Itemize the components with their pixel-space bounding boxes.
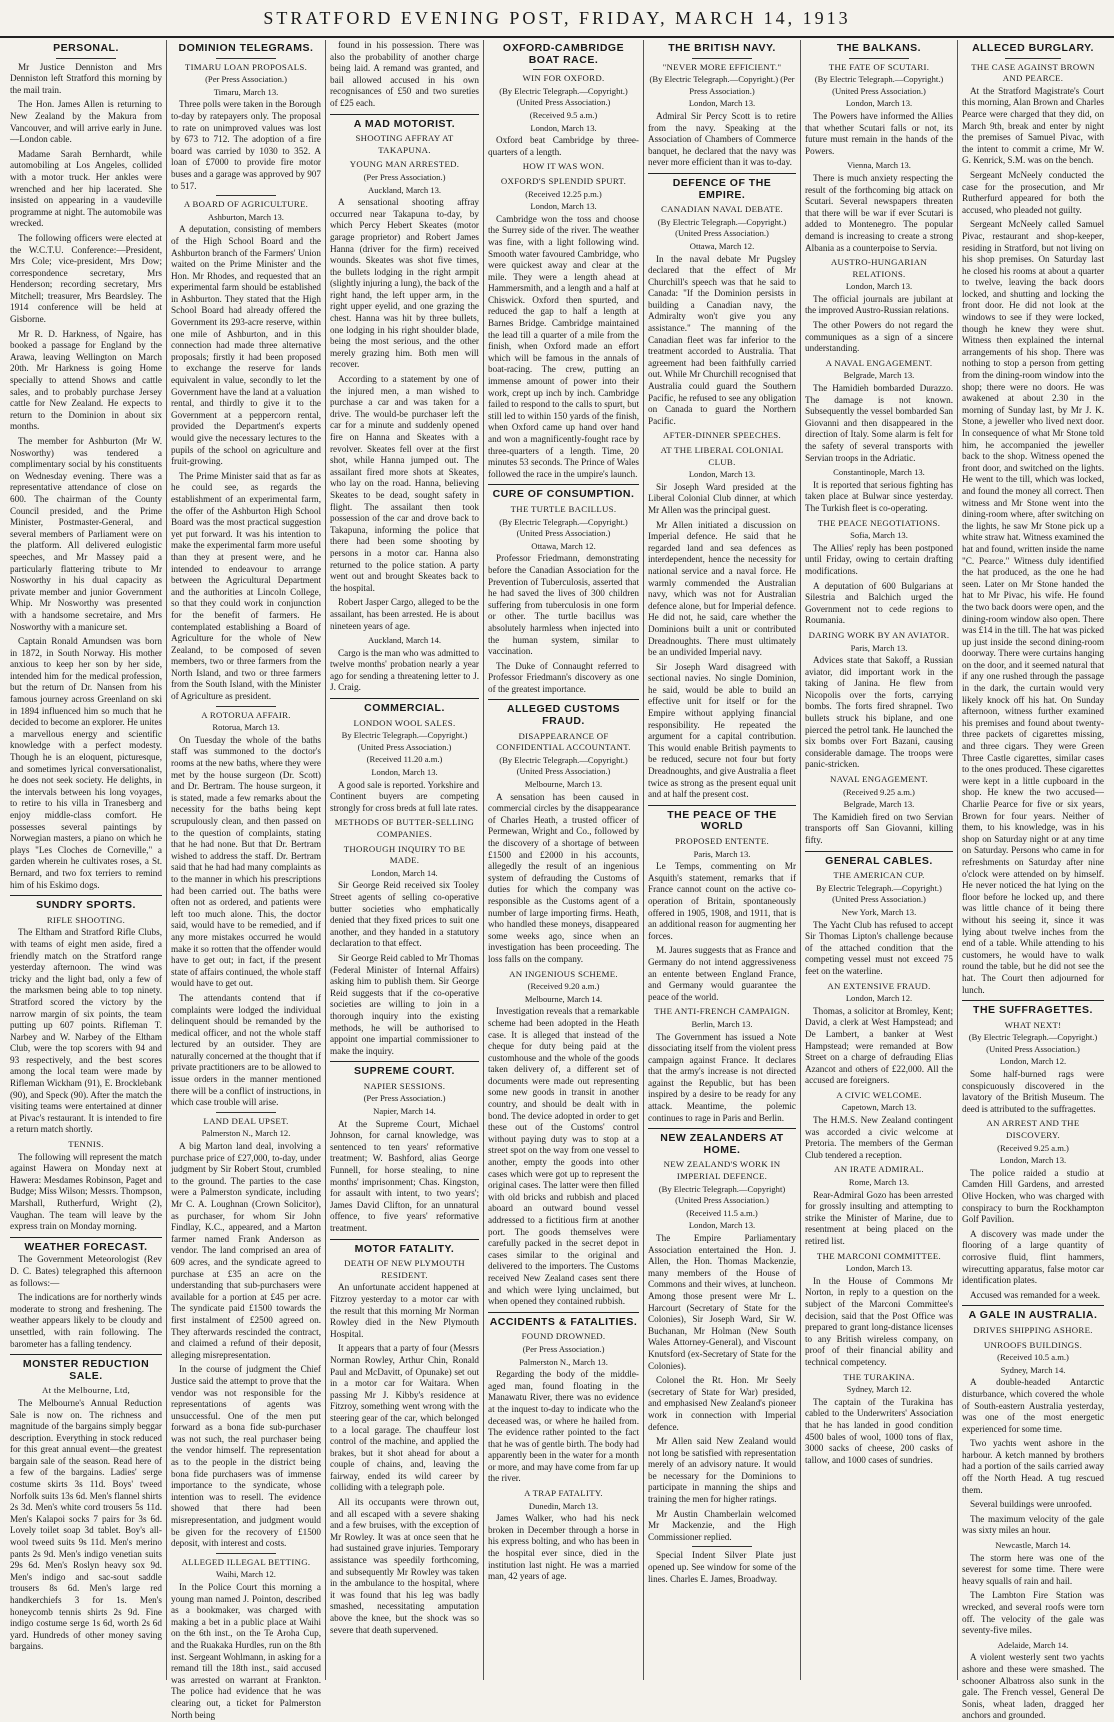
press-credit: (Per Press Association.) xyxy=(522,1343,605,1354)
dateline: Auckland, March 13. xyxy=(367,184,442,195)
article-paragraph: The Yacht Club has refused to accept Sir Thomas Lipton's challenge because of the attached condition that the competing vessel must not exceed 75 feet on the waterline. xyxy=(805,919,953,976)
dateline: London, March 14. xyxy=(371,867,438,878)
article-paragraph: The following officers were elected at the W.C.T.U. Conference:—President, Mrs Cole; vice-president, Mrs Dow; correspondence secretary, Mrs Henderson; recording secretary, Mrs Mitchell; treasurer, Mrs Beardsley. The 1914 conference will be held at Gisborne. xyxy=(10,232,162,325)
article-paragraph: Rear-Admiral Gozo has been arrested for grossly insulting and attempting to strike the Minister of Marine, due to resentment at being placed on the retired list. xyxy=(805,1189,953,1246)
divider xyxy=(488,1312,639,1313)
masthead: STRATFORD EVENING POST, FRIDAY, MARCH 14, 1913 xyxy=(0,0,1114,38)
land-deal-subheading: LAND DEAL UPSET. xyxy=(203,1115,289,1126)
column-7 xyxy=(957,40,1108,1721)
sundry-sports-heading: SUNDRY SPORTS. xyxy=(36,899,136,912)
agriculture-subheading: A BOARD OF AGRICULTURE. xyxy=(183,199,309,210)
spurt-subheading: OXFORD'S SPLENDID SPURT. xyxy=(500,175,627,186)
article-paragraph: Madame Sarah Bernhardt, while automobiling at Los Angeles, collided with a motor truck. Her ankles were wrenched and her hip lacerated. She insisted on appearing in a vaudeville programme at night. The automobile was wrecked. xyxy=(10,148,162,229)
divider xyxy=(10,895,162,896)
dateline: London, March 13. xyxy=(530,201,597,212)
article-paragraph: The Hon. James Allen is returning to New Zealand by the Makura from Vancouver, and will arrive early in June.—London cable. xyxy=(10,99,162,145)
burglary-heading: ALLECED BURGLARY. xyxy=(972,42,1094,54)
dateline: Waihi, March 12. xyxy=(216,1569,276,1580)
dateline: London, March 13. xyxy=(371,767,438,778)
article-paragraph: The indications are for northerly winds moderate to strong and freshening. The weather appears likely to be cloudy and unsettled, with rain following. The barometer has a falling tendency. xyxy=(10,1292,162,1349)
divider xyxy=(216,1112,276,1113)
how-won-subheading: HOW IT WAS WON. xyxy=(522,161,605,172)
column-5 xyxy=(643,40,800,1680)
article-paragraph: The Kamidieh fired on two Servian transports off San Giovanni, killing fifty. xyxy=(805,811,953,845)
peace-heading: THE PEACE OF THE WORLD xyxy=(667,808,777,833)
dateline: Palmerston N., March 12. xyxy=(201,1128,291,1139)
death-subheading: DEATH OF NEW PLYMOUTH RESIDENT. xyxy=(344,1258,465,1280)
arrest-subheading: YOUNG MAN ARRESTED. xyxy=(349,159,460,170)
napier-subheading: NAPIER SESSIONS. xyxy=(363,1080,446,1091)
article-paragraph: James Walker, who had his neck broken in December through a horse in his express bolting, and who has been in the hospital ever since, died in the institution last night. He was a married man, 42 years of age. xyxy=(488,1513,639,1582)
article-paragraph: Thomas, a solicitor at Bromley, Kent; David, a clerk at West Hampstead; and De Lambert, a banker at West Hampstead; were remanded at Bow Street on a charge of defrauding Elias Azancot and others of £22,000. All the accused are foreigners. xyxy=(805,1005,953,1086)
article-paragraph: The Eltham and Stratford Rifle Clubs, with teams of eight men aside, fired a friendly match on the Stratford range yesterday afternoon. The wind was tricky and the light bad, only a few of the marksmen being able to top ninety. Stratford scored the victory by the narrow margin of six points, the team putting up 607 points. Rifleman T. Narbey and W. Narbey of the Eltham Club, were the top scorers with 94 and 93 respectively, and the best scores among the local team were made by Rifleman Wickham (91), E. Brocklebank (90), and Speck (90). After the match the visiting teams were entertained at dinner at Pivac's restaurant. It is intended to fire a return match shortly. xyxy=(10,927,162,1135)
dateline: Paris, March 13. xyxy=(850,642,908,653)
article-paragraph: At the Supreme Court, Michael Johnson, for carnal knowledge, was sentenced to ten years' reformative treatment; W. Bashford, alias George Funnell, for horse stealing, to nine months' imprisonment; Chas. Kingston, for assault with intent, to two years'; James David Clifton, for an unnatural offence, to five years' reformative treatment. xyxy=(330,1118,479,1233)
article-paragraph: A sensational shooting affray occurred near Takapuna to-day, by which Percy Hebert Skeates (motor garage proprietor) and Robert James Hanna (driver for the firm) received wounds. Skeates was shot five times, the bullets lodging in the right armpit (slightly injuring a lung), the back of the right hand, the left upper arm, in the right upper eyelid, and one grazing the chest. Hanna was hit by three bullets, one lodging in his right shoulder blade, being the most serious, and the other merely grazing him. Both men will recover. xyxy=(330,197,480,370)
article-paragraph: Mr Allen initiated a discussion on Imperial defence. He said that he regarded land and sea defences as interdependent, hence the necessity for national service and a naval force. He warmly commended the Australian navy, which was not for Australian defence alone, but for Imperial defence. He did not, he said, care whether the Dominions built a unit or contributed Dreadnoughts. There must ultimately be an undivided Imperial navy. xyxy=(648,519,796,658)
dateline: London, March 13. xyxy=(688,98,756,109)
supreme-court-heading: SUPREME COURT. xyxy=(354,1065,455,1078)
peace-negotiations-subheading: THE PEACE NEGOTIATIONS. xyxy=(817,517,941,528)
article-paragraph: Sergeant McNeely called Samuel Pivac, restaurant and shop-keeper, residing in Stratford, but not living on his shop premises. On Saturday last he closed his rooms at about a quarter to twelve, leaving the back doors locked, and shutting and locking the front door. He did not look at the windows to see if they were locked, though he knew they were shut. Witness then explained the internal arrangements of his shop. There was nothing to stop a person from getting from the dining-room window into the shop; there were no doors. He was awakened at about 2.30 in the morning of Sunday last, by Mr J. K. Stone, a jeweller who lived next door. In consequence of what Mr Stone told him, he accompanied the jeweller back to the shop. Witness opened the front door, and switched on the lights. He went to the till, which was locked, and found the money all correct. Then witness and Mr Stone went into the dining-room where, after switching on the lights, he saw Mr Stone pick up a white straw hat. Witness examined the hat and found, written inside the name "C. Pearce." Witness duly identified the hat produced, as the one he had seen. Later on Mr Stone handed the hat to Mr Pivac, his wife. He found the two back doors were open, and the dining-room window also open. There was £14 in the till. The hat was picked up just inside the second dining-room doorway. There were curtains hanging on the door, and it seemed natural that if any one rushed through the passage in the dark, the curtain would very likely knock off his hat. On Sunday afternoon, witness further examined his premises and found about twenty-three packets of cigarettes missing, and three cigars. They were Green Three Castle cigarettes, similar cases to the ones produced. These cigarettes were kept in a little cupboard in the shop. He knew the two accused—Charlie Pearce for five or six years, Brown for four years. Neither of them, to his knowledge, was in his shop on Saturday night or at any time on Saturday. Persons who came in for refreshments on Saturday after nine o'clock were attended on by himself. He never noticed the hat lying on the floor before he locked up, and there was little chance of it being there without his seeing it, since it was lying about twelve inches from the end of a table. While attending to his customers, he would have to walk round the table, but he did not see the hat. The Court then adjourned for lunch. xyxy=(962,219,1104,995)
dateline: Adelaide, March 14. xyxy=(997,1639,1069,1650)
aviator-subheading: DARING WORK BY AN AVIATOR. xyxy=(808,629,950,640)
naval-engagement-2-subheading: NAVAL ENGAGEMENT. xyxy=(829,774,929,785)
article-paragraph: In the House of Commons Mr Norton, in reply to a question on the subject of the Marconi Committee's decision, said that the Post Office was prepared to grant long-distance licenses to any British wireless company, on proof of their financial ability and technical competency. xyxy=(805,1275,953,1367)
article-paragraph: Advices state that Sakoff, a Russian aviator, did important work in the taking of Janina. He flew from Nicopolis over the forts, carrying bombs. The forts fired shrapnel. Two bullets struck his biplane, and one pierced the petrol tank. He launched the six bombs over Fort Bazani, causing considerable damage. The troops were panic-stricken. xyxy=(805,655,953,770)
weather-forecast-heading: WEATHER FORECAST. xyxy=(24,1240,148,1253)
divider xyxy=(330,1061,479,1062)
gale-heading: A GALE IN AUSTRALIA. xyxy=(968,1309,1098,1322)
dateline: London, March 12. xyxy=(845,993,913,1004)
dateline: Sydney, March 12. xyxy=(846,1384,912,1395)
dateline: Napier, March 14. xyxy=(373,1106,436,1117)
article-paragraph: The H.M.S. New Zealand contingent was accorded a civic welcome at Pretoria. The members of the German Club tendered a reception. xyxy=(805,1115,953,1160)
article-paragraph: The Prime Minister said that as far as he could see, as regards the establishment of an experimental farm, the offer of the Ashburton High School Board was the most practical suggestion yet put forward. It was his intention to make the experimental farm more useful than they at present were, and he intended to endeavour to arrange between the Agricultural Department and the authorities at Lincoln College, so that they could work in conjunction for the benefit of farmers. He contemplated establishing a Board of Agriculture for the whole of New Zealand, to be composed of seven members, two or three farmers from the North Island, and two or three farmers from the South Island, with the Minister of Agriculture as president. xyxy=(171,470,321,702)
article-paragraph: In the Police Court this morning a young man named J. Pointon, described as a bookmaker, was charged with making a bet in a public place at Waihi on the 6th inst., on the Te Aroha Cup, and the Ruakaka Hurdles, run on the 8th inst. Sergeant Wohlmann, in asking for a remand till the 18th inst., said accused was arrested on warrant at Frankton. The police had evidence that he was clearing out, a ticket for Palmerston North being xyxy=(171,1582,321,1720)
dateline: Melbourne, March 14. xyxy=(524,993,603,1004)
dateline: Palmerston N., March 13. xyxy=(519,1356,608,1367)
divider xyxy=(692,1546,751,1547)
article-paragraph: Mr Allen said New Zealand would not long be satisfied with representation merely of an advisory nature. It would be necessary for the Dominions to participate in manning the ships and training the men for higher ratings. xyxy=(648,1436,796,1505)
press-credit: (By Electric Telegraph.—Copyright.) (United Press Association.) xyxy=(499,754,628,777)
article-paragraph: The following will represent the match against Hawera on Monday next at Hawera: Mesdames Robinson, Paget and Budge; Miss Wilson; Messrs. Thompson, Marshall, Rutherfurd, Wright (2), Vaughan. The team will leave by the express train on Monday morning. xyxy=(10,1151,162,1232)
article-paragraph: The Duke of Connaught referred to Professor Friedmann's discovery as one of the greatest importance. xyxy=(488,660,639,694)
column-1 xyxy=(6,40,166,1680)
dateline: London, March 13. xyxy=(530,122,597,133)
received-time: (Received 9.5 a.m.) xyxy=(529,109,598,120)
article-paragraph: An unfortunate accident happened at Fitzroy yesterday to a motor car with the result that this morning Mr Norman Rowley died in the New Plymouth Hospital. xyxy=(330,1282,479,1339)
press-credit: (By Electric Telegraph.—Copyright.) (United Press Association.) xyxy=(814,74,944,96)
scheme-subheading: AN INGENIOUS SCHEME. xyxy=(509,968,618,979)
dateline: New York, March 13. xyxy=(841,906,917,917)
article-paragraph: Three polls were taken in the Borough to-day by ratepayers only. The proposal to rate on unimproved values was lost by 673 to 712. The adoption of a fire board was carried by 1030 to 352. A loan of £7000 to provide fire motor buses and a garage was approved by 907 to 517. xyxy=(171,99,321,191)
divider xyxy=(648,173,796,174)
balkans-heading: THE BALKANS. xyxy=(836,42,922,54)
article-paragraph: All its occupants were thrown out, and all escaped with a severe shaking and a few bruises, with the exception of Mr Rowley. It was at once seen that he had sustained grave injuries. Temporary assistance was speedily forthcoming, and subsequently Mr Rowley was taken in the ambulance to the hospital, where it was found that his leg was badly smashed, necessitating amputation above the knee, but the shock was so severe that death supervened. xyxy=(330,1497,479,1635)
dateline: London, March 12. xyxy=(999,1056,1067,1067)
speeches-subheading: AFTER-DINNER SPEECHES. xyxy=(662,430,782,441)
unroofs-subheading: UNROOFS BUILDINGS. xyxy=(983,1339,1083,1350)
article-paragraph: Two yachts went ashore in the harbour. A ketch manned by brothers had a portion of the sails carried away off the North Head. A tug rescued them. xyxy=(962,1438,1104,1495)
dateline: Auckland, March 14. xyxy=(367,635,442,646)
dateline: London, March 13. xyxy=(688,469,756,480)
divider xyxy=(216,195,276,196)
newspaper-page xyxy=(6,40,1108,1721)
article-paragraph: A sensation has been caused in commercial circles by the disappearance of Charles Heath, a trusted officer of Permewan, Wright and Co., followed by the discovery of a shortage of between £1500 and £2000 in his accounts, allegedly the result of an ingenious system of defrauding the Customs of duties for which the company was responsible as the Customs agent of a number of large importing firms. Heath, who handled these moneys, disappeared some weeks ago, since when an investigation has been proceeding. The loss falls on the company. xyxy=(488,791,639,964)
timaru-subheading: TIMARU LOAN PROPOSALS. xyxy=(184,61,308,72)
butter-subheading: METHODS OF BUTTER-SELLING COMPANIES. xyxy=(334,817,475,839)
article-paragraph: On Tuesday the whole of the baths staff was summoned to the doctor's rooms at the new baths, where they were met by the house surgeon (Dr. Scott) and Dr. Bertram. The house surgeon, it is stated, made a few remarks about the necessity for the baths being kept scrupulously clean, and then passed on to the question of complaints, stating that he had none. But that Dr. Bertram wished to address the staff. Dr. Bertram said that he had had many complaints as to the manner in which his prescriptions had been carried out. The baths were often not as ordered, and patients were left too much alone. This, the doctor said, would have to be remedied, and if any more mistakes occurred he would make it so rotten that the offender would have to get out; in fact, if the present state of affairs continued, the whole staff would have to get out. xyxy=(171,734,322,989)
article-paragraph: Regarding the body of the middle-aged man, found floating in the Manawatu River, there was no evidence at the inquest to-day to indicate who the deceased was, or where he hailed from. The evidence rather pointed to the fact that he was of gentle birth. The body had apparently been in the water for a month or more, and may have come from far up the river. xyxy=(488,1369,639,1484)
press-credit: By Electric Telegraph.—Copyright.) (United Press Association.) xyxy=(341,730,468,752)
article-paragraph: The police raided a studio at Camden Hill Gardens, and arrested Olive Hocken, who was charged with conspiracy to burn the Rockhampton Golf Pavilion. xyxy=(962,1167,1104,1225)
divider xyxy=(10,1354,162,1355)
dateline: Rotorua, March 13. xyxy=(212,722,280,733)
article-paragraph: A double-headed Antarctic disturbance, which covered the whole of South-eastern Australia yesterday, was one of the most energetic experienced for some time. xyxy=(962,1377,1104,1434)
general-cables-heading: GENERAL CABLES. xyxy=(825,854,933,867)
case-subheading: THE CASE AGAINST BROWN AND PEARCE. xyxy=(971,61,1095,84)
article-paragraph: In the naval debate Mr Pugsley declared that the effect of Mr Churchill's speech was that he said to Canada: "If the Dominion persists in building a Canadian navy, the Admiralty won't give you any assistance." The manning of the Canadian fleet was far inferior to the treatment accorded to Australia. That agreement had been faithfully carried out. While Mr Churchill recognised that Australia could guard the Southern Pacific, he refused to see any obligation on Canada to guard the Northern Pacific. xyxy=(648,253,796,426)
scutari-subheading: THE FATE OF SCUTARI. xyxy=(828,61,930,72)
dateline: Melbourne, March 13. xyxy=(524,779,603,790)
article-paragraph: Sir George Reid cabled to Mr Thomas (Federal Minister of Internal Affairs) asking him to publish them. Sir George Reid suggests that if the co-operative societies are willing to join in a thorough inquiry into the existing methods, he will be authorised to appoint one impartial commissioner to make the inquiry. xyxy=(330,952,479,1056)
divider xyxy=(10,1237,162,1238)
dateline: Paris, March 13. xyxy=(693,848,751,859)
bacillus-subheading: THE TURTLE BACILLUS. xyxy=(510,503,617,514)
article-paragraph: Investigation reveals that a remarkable scheme had been adopted in the Heath case. It is alleged that instead of the cheque for duty being paid at the customhouse and the whole of the goods taken delivery of, a different set of documents were made out representing some new goods in transit in another country, and should be dealt with in bond. The device adopted in order to get these out of the Customs' control without paying duty was to stop at a street spot on the way from one vessel to another, empty the goods into other cases which were got up to represent the original cases. The latter were then filled with old bricks and rubbish and placed aboard an outward bound vessel addressed to a fictitious firm at another port. The goods themselves were carefully packed in the secret depot in cases similar to the original and delivered to the importers. The Customs received New Zealand cases sent there and which were lying unclaimed, but when opened they contained rubbish. xyxy=(488,1006,639,1307)
received-time: (Received 9.25 a.m.) xyxy=(843,786,915,797)
marconi-subheading: THE MARCONI COMMITTEE. xyxy=(816,1250,942,1261)
article-paragraph: The maximum velocity of the gale was sixty miles an hour. xyxy=(962,1513,1104,1536)
article-paragraph: The Empire Parliamentary Association entertained the Hon. J. Allen, the Hon. Thomas Mackenzie, many members of the House of Commons and their wives, at luncheon. Among those present were Mr L. Harcourt (Secretary of State for the Colonies), Sir Joseph Ward, Sir W. Buchanan, Mr Holman (New South Wales Attorney-General), and Viscount Knutsford (ex-Secretary of State for the Colonies). xyxy=(648,1233,796,1371)
press-credit: (By Electric Telegraph.—Copyright.) (United Press Association.) xyxy=(499,85,628,108)
article-paragraph: A discovery was made under the flooring of a large quantity of corrosive fluid, flint hammers, wirecutting apparatus, false motor car identification plates. xyxy=(962,1228,1104,1286)
article-paragraph: The captain of the Turakina has cabled to the Underwriters' Association that he has landed in good condition 4500 bales of wool, 1000 tons of flax, 3000 sacks of cheese, 200 casks of tallow, and 1000 cases of sundries. xyxy=(805,1396,953,1465)
article-paragraph: Mr Austin Chamberlain welcomed Mr Mackenzie, and the High Commissioner replied. xyxy=(648,1508,796,1542)
naval-debate-subheading: CANADIAN NAVAL DEBATE. xyxy=(660,204,784,215)
dateline: Ashburton, March 13. xyxy=(208,211,284,222)
dateline: Belgrade, March 13. xyxy=(843,799,915,810)
turakina-subheading: THE TURAKINA. xyxy=(843,1371,915,1382)
entente-subheading: PROPOSED ENTENTE. xyxy=(674,836,770,846)
dateline: Timaru, March 13. xyxy=(213,86,279,97)
liberal-club-subheading: AT THE LIBERAL COLONIAL CLUB. xyxy=(660,445,784,467)
dateline: London, March 13. xyxy=(688,1220,756,1231)
dateline: London, March 13. xyxy=(845,98,913,109)
press-credit: (By Electric Telegraph.—Copyright.) (Per Press Association.) xyxy=(649,74,795,96)
divider xyxy=(216,58,276,59)
rifle-shooting-subheading: RIFLE SHOOTING. xyxy=(46,914,126,925)
article-paragraph: Accused was remanded for a week. xyxy=(970,1289,1101,1300)
commercial-heading: COMMERCIAL. xyxy=(364,702,445,715)
article-paragraph: found in his possession. There was also the probability of another charge being laid. A remand was granted, and bail allowed accused in his own recognisances of £50 and two sureties of £25 each. xyxy=(330,40,479,108)
dateline: Belgrade, March 13. xyxy=(843,370,915,381)
admiral-subheading: AN IRATE ADMIRAL. xyxy=(834,1164,924,1175)
civic-welcome-subheading: A CIVIC WELCOME. xyxy=(836,1089,922,1100)
article-paragraph: According to a statement by one of the injured men, a man wished to purchase a car and was taken for a drive. The would-be purchaser left the car for a minute and suddenly opened fire on Hanna and Skeates with a revolver. Skeates fell over at the first shot, while Hanna jumped out. The assailant fired more shots at Skeates, who lay on the road. Hanna, believing Skeates to be dead, sought safety in flight. The assailant then took possession of the car and drove back to Takapuna, informing the police that there had been some shooting by persons in a motor car. Hanna also returned to the police station. A party went out and brought Skeates back to the hospital. xyxy=(330,374,479,593)
nz-at-home-heading: NEW ZEALANDERS AT HOME. xyxy=(660,1132,784,1156)
divider xyxy=(962,1305,1104,1306)
dateline: Capetown, March 13. xyxy=(841,1102,917,1113)
article-paragraph: Captain Ronald Amundsen was born in 1872, in South Norway. His mother anxious to keep her son by her side, intended him for the medical profession, but the return of Dr. Nansen from his famous journey across Greenland on ski in 1894 influenced him so much that he decided to become an explorer. He unites a marvellous energy and scientific knowledge with a perfect modesty. Though he is an eloquent, picturesque, and sometimes lyrical conversationalist, he does not seek society. He delights, in the intervals between his long voyages, to retire to his villa in Tranesberg and enjoy middle-class comfort. He possesses several paintings by Norwegian masters, a piano on which he plays "Les Cloches de Corneville," a garden wherein he cultivates roses, a St. Bernard, and two fox terriers to remind him of his Eskimo dogs. xyxy=(10,636,162,890)
article-paragraph: The official journals are jubilant at the improved Austro-Russian relations. xyxy=(805,293,953,316)
dateline: Berlin, March 13. xyxy=(691,1018,753,1029)
received-time: (Received 9.25 a.m.) xyxy=(997,1142,1069,1153)
imperial-defence-subheading: NEW ZEALAND'S WORK IN IMPERIAL DEFENCE. xyxy=(663,1159,781,1182)
article-paragraph: The Lambton Fire Station was wrecked, and several roofs were torn off. The velocity of the gale was seventy-five miles. xyxy=(962,1590,1104,1636)
divider xyxy=(962,1000,1104,1001)
article-paragraph: Colonel the Rt. Hon. Mr Seely (secretary of State for War) presided, and emphasised New Zealand's pioneer work in connection with Imperial defence. xyxy=(648,1375,796,1432)
article-paragraph: The Government Meteorologist (Rev D. C. Bates) telegraphed this afternoon as follows:— xyxy=(10,1254,162,1288)
divider xyxy=(216,1553,276,1554)
divider xyxy=(692,58,751,59)
article-paragraph: Robert Jasper Cargo, alleged to be the assailant, has been arrested. He is about nineteen years of age. xyxy=(330,597,479,631)
column-4 xyxy=(483,40,643,1680)
article-paragraph: A deputation of 600 Bulgarians at Silestria and Balchich urged the Government not to cede regions to Roumania. xyxy=(805,580,953,626)
press-credit: By Electric Telegraph.—Copyright.) (United Press Association.) xyxy=(816,882,942,905)
divider xyxy=(488,484,639,485)
article-paragraph: Le Temps, commenting on Mr Asquith's statement, remarks that if France cannot count on the active co-operation of Britain, spontaneously offered in 1905, 1908, and 1911, that is an additional reason for augmenting her forces. xyxy=(648,861,796,941)
defence-heading: DEFENCE OF THE EMPIRE. xyxy=(672,176,772,201)
received-time: (Received 10.5 a.m.) xyxy=(997,1352,1069,1363)
article-paragraph: Professor Friedmann, demonstrating before the Canadian Association for the Prevention of Tuberculosis, asserted that he had saved the lives of 300 children suffering from tuberculosis in one form or other. The turtle bacillus was absolutely harmless when injected into the human system, similar to vaccination. xyxy=(488,553,639,657)
divider xyxy=(648,1128,796,1129)
dominion-telegrams-heading: DOMINION TELEGRAMS. xyxy=(178,42,314,54)
fraud-subheading: AN EXTENSIVE FRAUD. xyxy=(827,980,931,991)
divider xyxy=(488,699,639,700)
dateline: Sydney, March 14. xyxy=(1000,1364,1066,1375)
article-paragraph: Sir George Reid received six Tooley Street agents of selling co-operative butter societies who emphatically denied that they fixed prices to suit one another, and they handed in a statutory declaration to that effect. xyxy=(330,880,479,949)
british-navy-heading: THE BRITISH NAVY. xyxy=(668,42,776,54)
dateline: Sofia, March 13. xyxy=(850,530,908,541)
dateline: London, March 13. xyxy=(845,1263,913,1274)
dateline: London, March 13. xyxy=(845,281,913,292)
divider xyxy=(216,706,276,707)
betting-subheading: ALLEGED ILLEGAL BETTING. xyxy=(181,1556,311,1567)
article-paragraph: Oxford beat Cambridge by three-quarters of a length. xyxy=(488,135,639,157)
advertisement: Special Indent Silver Plate just opened up. See window for some of the lines. Charles E. James, Broadway. xyxy=(648,1550,796,1584)
article-paragraph: Several buildings were unroofed. xyxy=(970,1499,1092,1510)
article-paragraph: M. Jaures suggests that as France and Germany do not intend aggressiveness an entente between England France, and Germany would guarantee the peace of the world. xyxy=(648,945,796,1002)
article-paragraph: Sir Joseph Ward disagreed with sectional navies. No single Dominion, he said, would be able to build an effective unit for itself or for the Empire without applying financial responsibility. He repeated the argument for a capital contribution. This would enable British payments to be reduced, secure not four but forty Dreadnoughts, and give Australia a fleet twice as strong as the present equal unit and at half the present cost. xyxy=(648,661,796,800)
tennis-subheading: TENNIS. xyxy=(68,1139,104,1150)
divider xyxy=(849,58,908,59)
article-paragraph: A big Marton land deal, involving a purchase price of £27,000, to-day, under judgment by Sir Robert Stout, crumbled to the ground. The parties to the case were a Palmerston syndicate, including Mr C. A. Loughnan (Crown Solicitor), as purchaser, for whom Sir John Findlay, K.C., appeared, and a Marton farmer named Frank Anderson as vendor. The land comprised an area of 609 acres, and the syndicate agreed to purchase at £35 an acre on the understanding that sub-purchasers were available for a portion at £45 per acre. The syndicate paid £1500 towards the first instalment of £2500 agreed on. They afterwards rescinded the contract, and claimed a refund of their deposit, alleging misrepresentation. xyxy=(171,1141,321,1360)
drowned-subheading: FOUND DROWNED. xyxy=(521,1331,606,1342)
received-time: (Received 9.20 a.m.) xyxy=(527,981,600,992)
dateline: Vienna, March 13. xyxy=(847,160,911,171)
article-paragraph: The Melbourne's Annual Reduction Sale is now on. The richness and magnitude of the bargains simply beggar description. Everything in stock reduced for this great annual event—the greatest bargain sale of the season. Read here of a few of the bargains. Ladies' serge costume skirts 3s 11d. Boys' tweed Norfolk suits 13s 6d. Men's flannel shirts 2s 3d. Men's white cord trousers 5s 11d. Men's Kalapoi socks 7 pairs for 3s 6d. Lovely toilet soap 3d tablet. Boy's all-wool tweed suits 9s 11d. Men's merino pants 2s 9d. Men's indigo venetian suits 29s 6d. Men's Roslyn heavy sox 9d. Men's indigo and sac-sout saddle trousers 8s 6d. Men's large red handkerchiefs 3 for 1s. Men's honeycomb tennis shirts 2s 9d. Fine indigo costume serge 1s 6d, worth 2s 6d yard. Hundreds of other money saving bargains. xyxy=(10,1397,162,1652)
trap-subheading: A TRAP FATALITY. xyxy=(524,1488,603,1499)
press-credit: (By Electric Telegraph.—Copyright.) (United Press Association.) xyxy=(657,216,787,239)
disappearance-subheading: DISAPPEARANCE OF CONFIDENTIAL ACCOUNTANT. xyxy=(496,730,631,753)
naval-engagement-subheading: A NAVAL ENGAGEMENT. xyxy=(825,357,933,368)
article-paragraph: It is reported that serious fighting has taken place at Bulwar since yesterday. The Turkish fleet is co-operating. xyxy=(805,479,953,513)
shipping-subheading: DRIVES SHIPPING ASHORE. xyxy=(973,1324,1093,1335)
article-paragraph: Cargo is the man who was admitted to twelve months' probation nearly a year ago for sending a threatening letter to J. J. Craig. xyxy=(330,647,479,693)
article-paragraph: A violent westerly sent two yachts ashore and these were smashed. The schooner Albatross also sunk in the gale. The French vessel, General De Sonis, wheat laden, dragged her anchors and grounded. xyxy=(962,1652,1104,1721)
article-paragraph: The Powers have informed the Allies that whether Scutari falls or not, its future must remain in the hands of the Powers. xyxy=(805,110,953,156)
arrest-discovery-subheading: AN ARREST AND THE DISCOVERY. xyxy=(986,1118,1080,1141)
rotorua-subheading: A ROTORUA AFFAIR. xyxy=(201,709,291,720)
article-paragraph: The Allies' reply has been postponed until Friday, owing to certain drafting modifications. xyxy=(805,542,953,576)
article-paragraph: A deputation, consisting of members of the High School Board and the Ashburton branch of the Farmers' Union waited on the Prime Minister and the Hon. Mr Rhodes, and requested that an experimental farm should be established in Ashburton. They stated that the High School Board had already offered the Government its 293-acre reserve, within one mile of Ashburton, and in this connection had made three alternative proposals; firstly it had been proposed to exchange the reserve for lands equivalent in value, secondly to let the Government have the land at a valuation rental, and thirdly to give it to the Government at a peppercorn rental, provided the Department's experts would give the necessary lectures to the pupils of the school on agriculture and fruit-growing. xyxy=(171,224,321,467)
dateline: London, March 13. xyxy=(999,1155,1067,1166)
column-6 xyxy=(800,40,957,1680)
dateline: Rome, March 13. xyxy=(848,1177,910,1188)
article-paragraph: At the Stratford Magistrate's Court this morning, Alan Brown and Charles Pearce were charged that they did, on March 9th, break and enter by night the premises of Samuel Pivac, with the intent to commit a crime, Mr W. G. Kenrick, S.M. was on the bench. xyxy=(962,85,1104,166)
article-paragraph: Mr Justice Denniston and Mrs Denniston left Stratford this morning by the mail train. xyxy=(10,61,162,95)
shooting-subheading: SHOOTING AFFRAY AT TAKAPUNA. xyxy=(355,133,454,155)
article-paragraph: The member for Ashburton (Mr W. Nosworthy) was tendered a complimentary social by his constituents on Wednesday evening. There was a representative attendance of close on 600. The chairman of the County Council presided, and the Prime Minister, Postmaster-General, and several members of Parliament were on the platform. All delivered eulogistic speeches, and Mr Massey paid a particularly flattering tribute to Mr Nosworthy in his dual capacity as private member and junior Government Whip. Mr Nosworthy was presented with a handsome secretaire, and Mrs Nosworthy with a manicure set. xyxy=(10,436,162,632)
article-paragraph: Admiral Sir Percy Scott is to retire from the navy. Speaking at the Association of Chambers of Commerce banquet, he declared that the navy was never more efficient than it was to-day. xyxy=(648,110,796,168)
press-credit: (Per Press Association.) xyxy=(363,1093,446,1104)
what-next-subheading: WHAT NEXT! xyxy=(1004,1019,1062,1030)
article-paragraph: There is much anxiety respecting the result of the forthcoming big attack on Scutari. Several newspapers threaten that there will be war if ever Scutari is added to Montenegro. The popular demand is increasing to create a strong Albania as a counterpoise to Servia. xyxy=(805,172,953,253)
press-credit: (By Electric Telegraph.—Copyright) (United Press Association.) xyxy=(658,1183,786,1206)
article-paragraph: The other Powers do not regard the communiques as a sign of a sincere understanding. xyxy=(805,320,953,354)
boat-race-heading: OXFORD-CAMBRIDGE BOAT RACE. xyxy=(502,42,625,66)
article-paragraph: It appears that a party of four (Messrs Norman Rowley, Arthur Chin, Ronald Paul and McDavitt, of Opunake) set out in a motor car for Waitara. When passing Mr J. Kibby's residence at Fitzroy, something went wrong with the steering gear of the car, which belonged to a local garage. The chauffeur lost control of the machine, and applied the brakes, but it shot ahead for about a couple of chains, and, leaving the fairway, ended its wild career by colliding with a telegraph pole. xyxy=(330,1343,479,1493)
press-credit: (By Electric Telegraph.—Copyright.) (United Press Association.) xyxy=(499,516,628,539)
divider xyxy=(330,114,479,115)
article-paragraph: Mr R. D. Harkness, of Ngaire, has booked a passage for England by the Arawa, leaving Wellington on March 20th. Mr Harkness is going Home specially to attend Shows and cattle sales, and to probably purchase Jersey cattle for New Zealand. He expects to return to the Dominion in about six months. xyxy=(10,328,162,432)
received-time: (Received 12.25 p.m.) xyxy=(525,188,602,199)
dateline: Constantinople, March 13. xyxy=(833,467,925,478)
article-paragraph: Sir Joseph Ward presided at the Liberal Colonial Club dinner, at which Mr Allen was the principal guest. xyxy=(648,481,796,515)
consumption-heading: CURE OF CONSUMPTION. xyxy=(492,488,635,501)
divider xyxy=(648,805,796,806)
article-paragraph: The storm here was one of the severest for some time. There were heavy squalls of rain and hail. xyxy=(962,1552,1104,1586)
article-paragraph: Sergeant McNeely conducted the case for the prosecution, and Mr Rutherfurd appeared for both the accused, who pleaded not guilty. xyxy=(962,169,1104,215)
american-cup-subheading: THE AMERICAN CUP. xyxy=(833,870,925,881)
motor-fatality-heading: MOTOR FATALITY. xyxy=(354,1242,455,1255)
divider xyxy=(330,1239,479,1240)
press-credit: (By Electric Telegraph.—Copyright.) (United Press Association.) xyxy=(968,1032,1098,1054)
mad-motorist-heading: A MAD MOTORIST. xyxy=(353,117,456,130)
dateline: Dunedin, March 13. xyxy=(528,1500,599,1511)
suffragettes-heading: THE SUFFRAGETTES. xyxy=(973,1004,1093,1017)
received-time: (Received 11.20 a.m.) xyxy=(366,754,443,765)
divider xyxy=(330,698,479,699)
article-paragraph: In the course of judgment the Chief Justice said the attempt to prove that the vendor was not responsible for the representations of agents was unsuccessful. One of the men put forward as a bona fide sub-purchaser was not such, the real purchaser being the vendor himself. The representation as to the people in the district being bona fide purchasers was of immense importance to the syndicate, whose intention was to resell. The evidence showed that there had been misrepresentation, and judgment would be given for the recovery of £1500 deposit, with interest and costs. xyxy=(171,1364,321,1549)
inquiry-subheading: THOROUGH INQUIRY TO BE MADE. xyxy=(343,843,466,866)
divider xyxy=(1005,58,1062,59)
customs-fraud-heading: ALLEGED CUSTOMS FRAUD. xyxy=(507,703,620,728)
monster-sale-heading: MONSTER REDUCTION SALE. xyxy=(22,1358,150,1382)
article-paragraph: Some half-burned rags were conspicuously discovered in the lavatory of the British Museum. The deed is attributed to the suffragettes. xyxy=(962,1069,1104,1114)
dateline: Ottawa, March 12. xyxy=(689,240,755,251)
win-subheading: WIN FOR OXFORD. xyxy=(522,73,605,84)
divider xyxy=(56,58,117,59)
monster-sale-subheading: At the Melbourne, Ltd, xyxy=(42,1385,130,1396)
received-time: (Received 11.5 a.m.) xyxy=(686,1207,758,1218)
press-credit: (Per Press Association.) xyxy=(205,74,287,85)
divider xyxy=(805,851,953,852)
austro-hungarian-subheading: AUSTRO-HUNGARIAN RELATIONS. xyxy=(830,257,928,279)
column-3 xyxy=(325,40,483,1680)
dateline: Newcastle, March 14. xyxy=(995,1540,1071,1551)
article-paragraph: A good sale is reported. Yorkshire and Continent buyers are competing strongly for cross breds at full late rates. xyxy=(330,779,479,813)
efficient-subheading: "NEVER MORE EFFICIENT." xyxy=(662,61,782,72)
article-paragraph: Cambridge won the toss and choose the Surrey side of the river. The weather was fine, with a light following wind. Smooth water favoured Cambridge, who were quickest away and clear at the mile. They were a length ahead at Hammersmith, and a length and a half at Chiswick. Oxford then spurted, and reduced the gap to half a length at Barnes Bridge. Cambridge maintained the lead till a quarter of a mile from the finish, when Oxford made an effort which will be famous in the annals of boat-racing. The crew, putting an immense amount of power into their work, crept up inch by inch. Cambridge failed to respond to the calls to spurt, but still led to within 150 yards of the finish, when Oxford came up hand over hand and won a magnificently-fought race by three-quarters of a length. Time, 20 minutes 53 seconds. The Prince of Wales followed the race in the umpire's launch. xyxy=(488,213,639,479)
personal-heading: PERSONAL. xyxy=(53,42,119,54)
article-paragraph: The attendants contend that if complaints were lodged the individual delinquent should be remanded by the medical officer, and not the whole staff lectured by an outsider. They are naturally concerned at the thought that if private practitioners are to be allowed to issue orders in the manner mentioned there will be a conflict of instructions, in which case trouble will arise. xyxy=(171,992,321,1108)
wool-sales-subheading: LONDON WOOL SALES. xyxy=(353,717,456,728)
column-2 xyxy=(166,40,325,1720)
press-credit: (Per Press Association.) xyxy=(363,171,446,182)
divider xyxy=(533,69,593,70)
article-paragraph: The Hamidieh bombarded Durazzo. The damage is not known. Subsequently the vessel bombarded San Giovanni and then disappeared in the direction of Italy. Some alarm is felt for the safety of several transports with Servian troops in the Adriatic. xyxy=(805,383,953,463)
dateline: Ottawa, March 12. xyxy=(531,540,596,551)
anti-french-subheading: THE ANTI-FRENCH CAMPAIGN. xyxy=(654,1006,790,1017)
accidents-heading: ACCIDENTS & FATALITIES. xyxy=(489,1315,638,1328)
article-paragraph: The Government has issued a Note dissociating itself from the violent press campaign against France. It declares that the army's increase is not directed against the Republic, but has been inspired by a desire to be ready for any attack. Meantime, the polemic continues to rage in Paris and Berlin. xyxy=(648,1031,796,1123)
